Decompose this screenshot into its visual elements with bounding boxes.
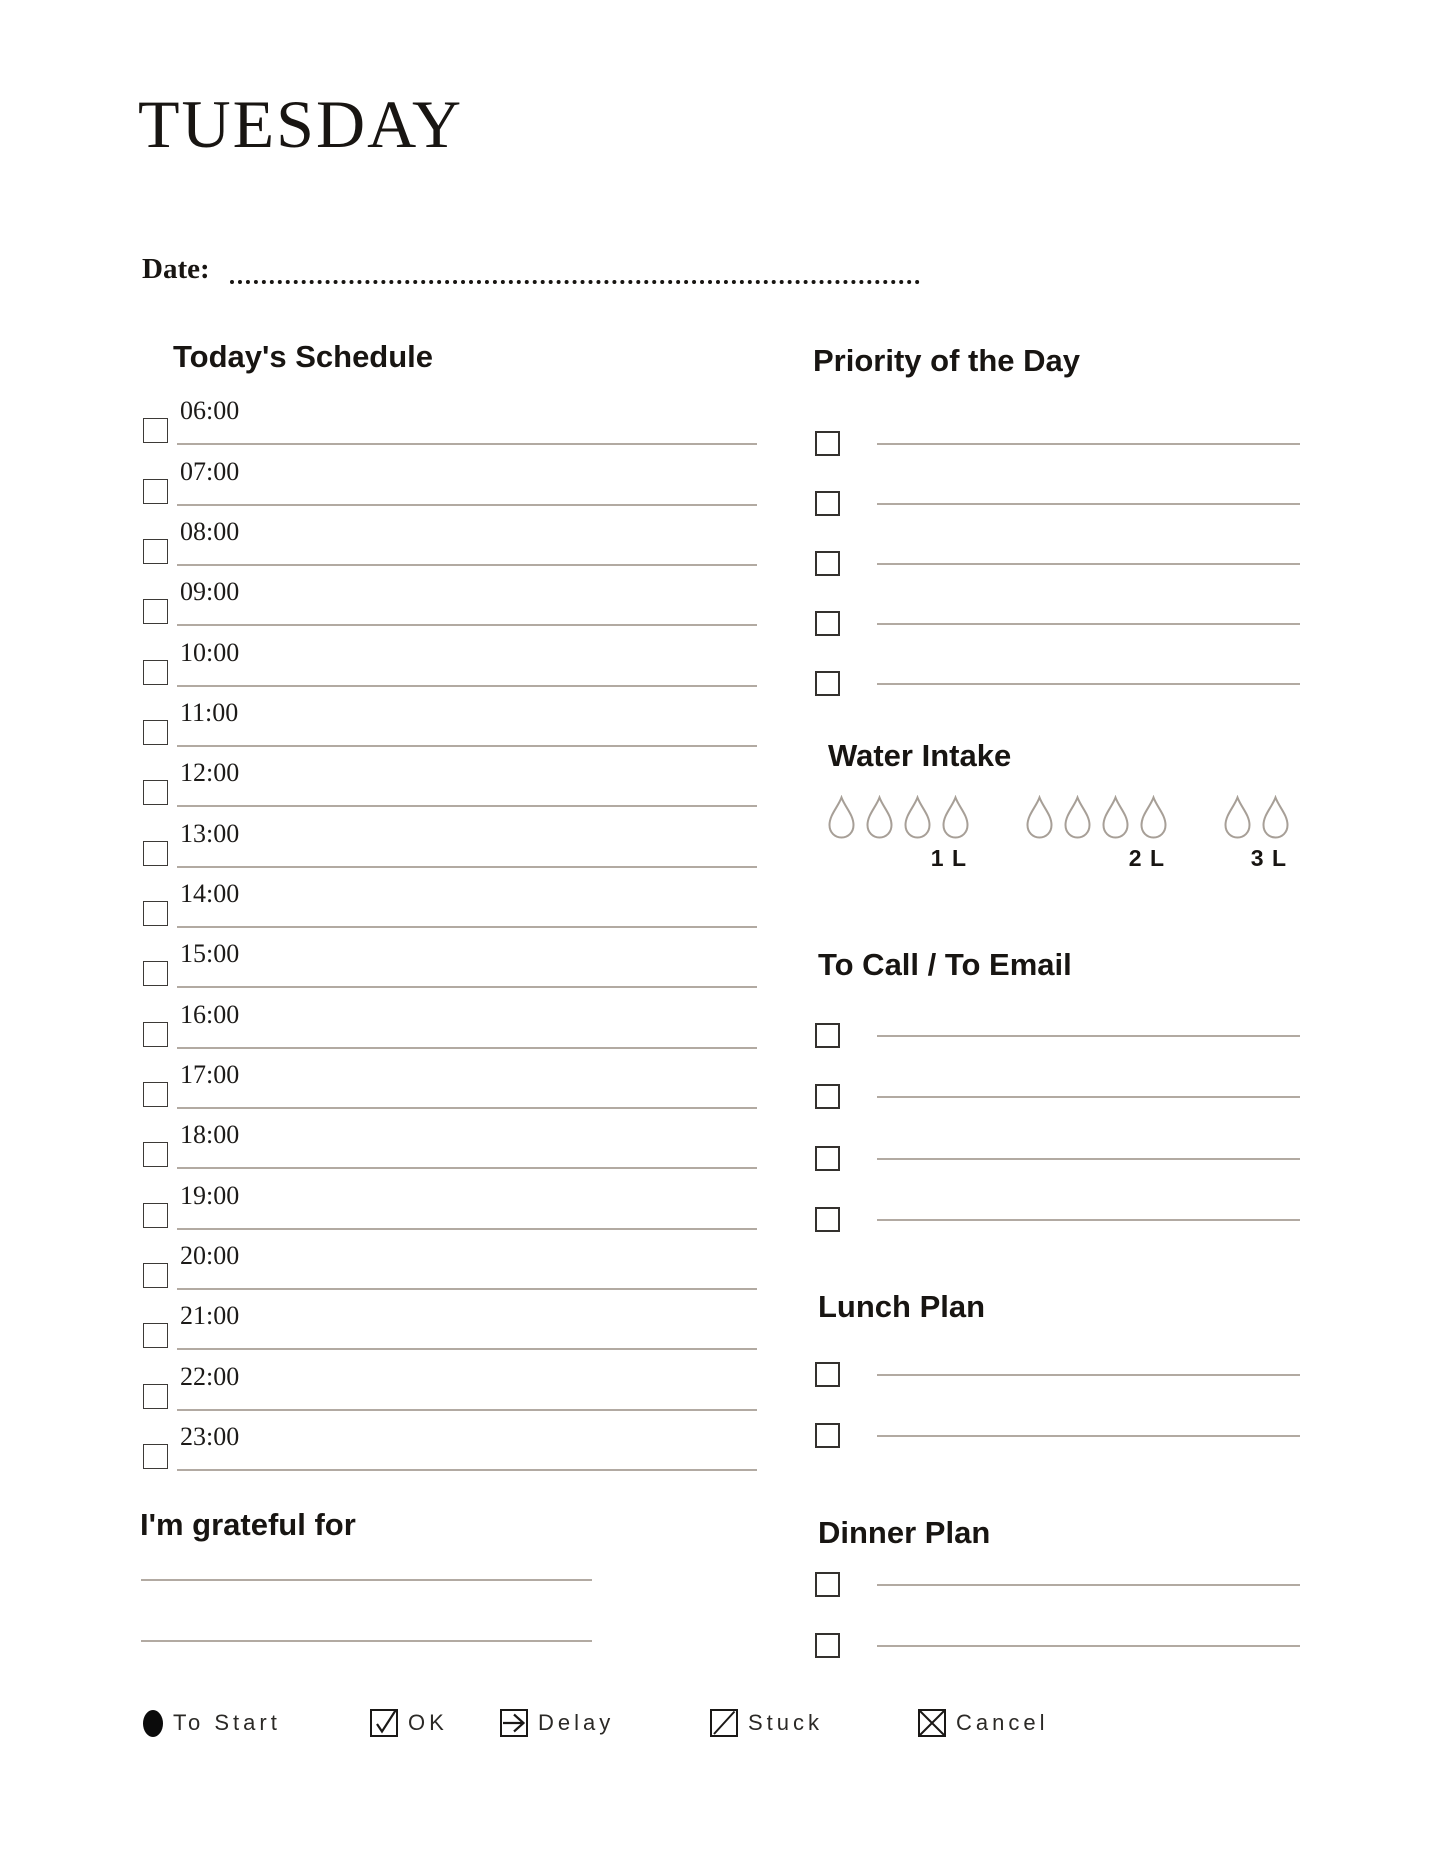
legend-item — [500, 1703, 614, 1743]
schedule-entry-line[interactable] — [177, 1469, 757, 1471]
to-call-entry-line[interactable] — [877, 1035, 1300, 1037]
priority-checkbox[interactable] — [815, 491, 840, 516]
schedule-checkbox[interactable] — [143, 841, 168, 866]
dinner-entry-line[interactable] — [877, 1584, 1300, 1586]
schedule-row — [143, 445, 757, 505]
priority-row — [815, 516, 1300, 576]
water-group-3 — [1223, 795, 1290, 872]
schedule-checkbox[interactable] — [143, 1082, 168, 1107]
schedule-row — [143, 1350, 757, 1410]
schedule-row — [143, 928, 757, 988]
legend-item — [370, 1703, 448, 1743]
status-legend — [143, 1703, 1323, 1747]
lunch-section-header: Lunch Plan — [818, 1289, 986, 1324]
priority-row — [815, 396, 1300, 456]
schedule-time-label: 10:00 — [180, 637, 240, 667]
schedule-time-label: 20:00 — [180, 1240, 240, 1270]
to-call-entry-line[interactable] — [877, 1219, 1300, 1221]
to-call-section-header: To Call / To Email — [818, 947, 1072, 982]
schedule-time-label: 09:00 — [180, 577, 240, 607]
schedule-rows — [143, 385, 757, 1471]
to-call-entry-line[interactable] — [877, 1096, 1300, 1098]
schedule-checkbox[interactable] — [143, 1323, 168, 1348]
priority-checkbox[interactable] — [815, 431, 840, 456]
priority-checkbox[interactable] — [815, 671, 840, 696]
dinner-row — [815, 1597, 1300, 1658]
schedule-row — [143, 687, 757, 747]
lunch-entry-line[interactable] — [877, 1374, 1300, 1376]
schedule-time-label: 14:00 — [180, 878, 240, 908]
schedule-checkbox[interactable] — [143, 961, 168, 986]
grateful-entry-line[interactable] — [141, 1640, 592, 1642]
priority-entry-line[interactable] — [877, 683, 1300, 685]
priority-row — [815, 636, 1300, 696]
priority-row — [815, 576, 1300, 636]
schedule-row — [143, 747, 757, 807]
legend-item-label: OK — [408, 1710, 448, 1735]
dinner-section-header: Dinner Plan — [818, 1515, 991, 1550]
schedule-checkbox[interactable] — [143, 1384, 168, 1409]
schedule-checkbox[interactable] — [143, 901, 168, 926]
schedule-row — [143, 868, 757, 928]
water-section-header: Water Intake — [828, 738, 1012, 773]
schedule-time-label: 11:00 — [180, 697, 239, 727]
date-row — [142, 240, 952, 284]
lunch-rows — [815, 1326, 1300, 1448]
schedule-checkbox[interactable] — [143, 660, 168, 685]
dinner-row — [815, 1536, 1300, 1597]
schedule-row — [143, 506, 757, 566]
water-drops — [827, 795, 970, 840]
schedule-row — [143, 1290, 757, 1350]
schedule-checkbox[interactable] — [143, 418, 168, 443]
schedule-checkbox[interactable] — [143, 1142, 168, 1167]
schedule-time-label: 06:00 — [180, 396, 240, 426]
schedule-row — [143, 988, 757, 1048]
page-title: TUESDAY — [138, 86, 464, 162]
schedule-time-label: 17:00 — [180, 1059, 240, 1089]
to-call-row — [815, 986, 1300, 1048]
water-drops — [1223, 795, 1290, 840]
water-drop-icon[interactable] — [941, 795, 970, 840]
grateful-section-header: I'm grateful for — [140, 1507, 356, 1542]
schedule-time-label: 23:00 — [180, 1421, 240, 1451]
schedule-checkbox[interactable] — [143, 599, 168, 624]
legend-item-label: To Start — [173, 1710, 281, 1735]
water-drop-icon[interactable] — [903, 795, 932, 840]
checkbox-arrow-icon — [500, 1709, 528, 1737]
schedule-checkbox[interactable] — [143, 1203, 168, 1228]
filled-circle-icon — [143, 1710, 163, 1737]
to-call-row — [815, 1048, 1300, 1110]
schedule-row — [143, 566, 757, 626]
schedule-row — [143, 1169, 757, 1229]
schedule-time-label: 13:00 — [180, 818, 240, 848]
water-drop-icon[interactable] — [1025, 795, 1054, 840]
schedule-section-header: Today's Schedule — [173, 339, 434, 374]
schedule-checkbox[interactable] — [143, 1444, 168, 1469]
schedule-checkbox[interactable] — [143, 1263, 168, 1288]
to-call-row — [815, 1109, 1300, 1171]
schedule-time-label: 19:00 — [180, 1180, 240, 1210]
water-drop-icon[interactable] — [1063, 795, 1092, 840]
to-call-checkbox[interactable] — [815, 1023, 840, 1048]
water-drop-icon[interactable] — [827, 795, 856, 840]
legend-item-label: Cancel — [956, 1710, 1049, 1735]
priority-entry-line[interactable] — [877, 503, 1300, 505]
schedule-row — [143, 385, 757, 445]
schedule-checkbox[interactable] — [143, 479, 168, 504]
grateful-lines — [141, 1579, 592, 1701]
checkbox-slash-icon — [710, 1709, 738, 1737]
schedule-time-label: 16:00 — [180, 999, 240, 1029]
date-label: Date: — [142, 252, 210, 285]
water-group-2 — [1025, 795, 1168, 872]
dinner-checkbox[interactable] — [815, 1633, 840, 1658]
water-amount-label: 2 L — [1128, 845, 1165, 871]
priority-entry-line[interactable] — [877, 623, 1300, 625]
priority-checkbox[interactable] — [815, 551, 840, 576]
legend-item — [918, 1703, 1048, 1743]
schedule-row — [143, 1411, 757, 1471]
priority-section-header: Priority of the Day — [813, 343, 1080, 378]
to-call-checkbox[interactable] — [815, 1146, 840, 1171]
water-drop-icon[interactable] — [1223, 795, 1252, 840]
dinner-rows — [815, 1536, 1300, 1658]
water-drop-icon[interactable] — [1139, 795, 1168, 840]
schedule-row — [143, 626, 757, 686]
schedule-row — [143, 807, 757, 867]
schedule-time-label: 07:00 — [180, 456, 240, 486]
legend-item — [710, 1703, 823, 1743]
to-call-checkbox[interactable] — [815, 1207, 840, 1232]
water-drop-icon[interactable] — [1261, 795, 1290, 840]
to-call-entry-line[interactable] — [877, 1158, 1300, 1160]
water-group-1 — [827, 795, 970, 872]
schedule-time-label: 18:00 — [180, 1120, 240, 1150]
lunch-checkbox[interactable] — [815, 1423, 840, 1448]
legend-item — [143, 1703, 281, 1743]
date-entry-line[interactable] — [230, 242, 920, 284]
schedule-time-label: 21:00 — [180, 1301, 240, 1331]
priority-row — [815, 456, 1300, 516]
water-drops — [1025, 795, 1168, 840]
priority-entry-line[interactable] — [877, 563, 1300, 565]
water-amount-label: 3 L — [1250, 845, 1287, 871]
schedule-time-label: 08:00 — [180, 516, 240, 546]
legend-item-label: Delay — [538, 1710, 615, 1735]
schedule-row — [143, 1049, 757, 1109]
dinner-checkbox[interactable] — [815, 1572, 840, 1597]
grateful-entry-line[interactable] — [141, 1579, 592, 1581]
lunch-row — [815, 1326, 1300, 1387]
legend-item-label: Stuck — [748, 1710, 824, 1735]
schedule-time-label: 15:00 — [180, 939, 240, 969]
dinner-entry-line[interactable] — [877, 1645, 1300, 1647]
schedule-time-label: 12:00 — [180, 758, 240, 788]
water-drop-icon[interactable] — [865, 795, 894, 840]
priority-checkbox[interactable] — [815, 611, 840, 636]
checkbox-x-icon — [918, 1709, 946, 1737]
schedule-checkbox[interactable] — [143, 539, 168, 564]
schedule-checkbox[interactable] — [143, 720, 168, 745]
schedule-row — [143, 1230, 757, 1290]
schedule-checkbox[interactable] — [143, 1022, 168, 1047]
schedule-time-label: 22:00 — [180, 1361, 240, 1391]
to-call-row — [815, 1171, 1300, 1233]
water-amount-label: 1 L — [930, 845, 967, 871]
lunch-entry-line[interactable] — [877, 1435, 1300, 1437]
water-drop-icon[interactable] — [1101, 795, 1130, 840]
priority-rows — [815, 396, 1300, 696]
checkbox-check-icon — [370, 1709, 398, 1737]
schedule-checkbox[interactable] — [143, 780, 168, 805]
to-call-rows — [815, 986, 1300, 1232]
schedule-row — [143, 1109, 757, 1169]
lunch-checkbox[interactable] — [815, 1362, 840, 1387]
priority-entry-line[interactable] — [877, 443, 1300, 445]
to-call-checkbox[interactable] — [815, 1084, 840, 1109]
lunch-row — [815, 1387, 1300, 1448]
